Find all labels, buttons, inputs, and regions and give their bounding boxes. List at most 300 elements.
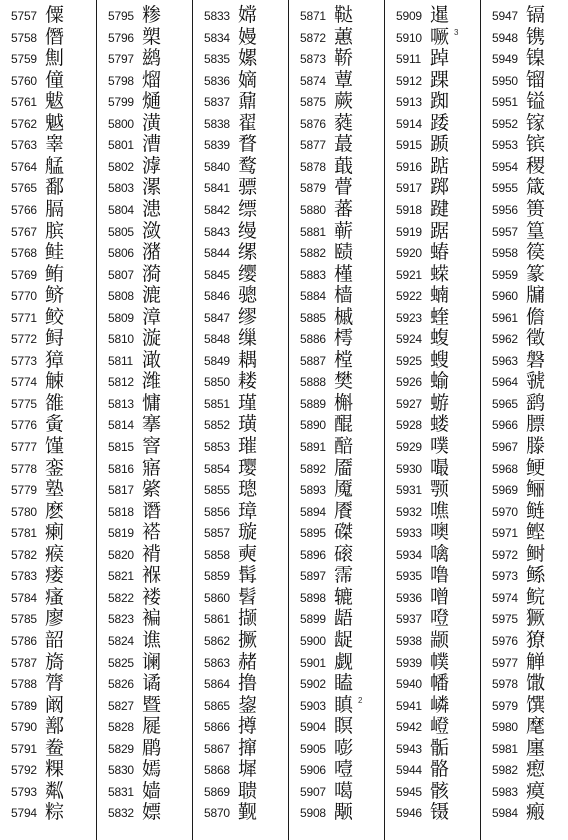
entry-number: 5802 [108, 159, 134, 174]
table-row [289, 263, 384, 286]
table-row [481, 413, 568, 436]
table-row [289, 672, 384, 695]
entry-character: 踔 [430, 47, 450, 70]
entry-number: 5791 [11, 741, 37, 756]
entry-number: 5856 [204, 504, 230, 519]
entry-character: 蝰 [430, 305, 450, 328]
entry-character: 漶 [142, 198, 162, 220]
table-row [289, 715, 384, 738]
entry-character: 鄯 [45, 715, 65, 738]
entry-number: 5801 [108, 138, 134, 153]
entry-character: 撅 [238, 629, 258, 651]
entry-character: 赭 [238, 650, 258, 673]
entry-number: 5820 [108, 547, 134, 562]
entry-number: 5781 [11, 526, 37, 541]
entry-number: 5787 [11, 655, 37, 670]
table-row [97, 4, 192, 27]
table-row [385, 651, 480, 674]
table-row [481, 112, 568, 135]
entry-character: 靥 [334, 456, 354, 479]
entry-number: 5899 [300, 612, 326, 627]
table-row [193, 198, 288, 221]
entry-number: 5868 [204, 763, 230, 778]
entry-number: 5833 [204, 9, 230, 23]
entry-number: 5759 [11, 52, 37, 67]
entry-character: 蕲 [334, 219, 354, 242]
entry-character: 瞀 [238, 133, 258, 156]
entry-number: 5850 [204, 375, 230, 390]
table-row [289, 435, 384, 458]
entry-character: 缧 [238, 241, 258, 264]
table-row [385, 737, 480, 760]
table-row [0, 607, 95, 630]
table-row [289, 198, 384, 221]
entry-number: 5890 [300, 418, 326, 433]
table-row [289, 586, 384, 609]
entry-character: 篑 [526, 198, 546, 220]
entry-number: 5891 [300, 440, 326, 454]
entry-character: 缦 [238, 219, 258, 242]
entry-number: 5892 [300, 461, 326, 476]
entry-number: 5866 [204, 720, 230, 735]
entry-number: 5849 [204, 353, 230, 368]
table-row [0, 112, 95, 135]
table-row [97, 155, 192, 178]
entry-number: 5875 [300, 95, 326, 110]
entry-number: 5970 [492, 504, 518, 519]
table-row [289, 392, 384, 415]
entry-number: 5848 [204, 332, 230, 347]
entry-character: 潢 [142, 111, 162, 134]
entry-number: 5768 [11, 246, 37, 261]
entry-number: 5852 [204, 418, 230, 433]
entry-character: 粿 [45, 758, 65, 781]
entry-number: 5843 [204, 224, 230, 239]
table-row [385, 263, 480, 286]
entry-number: 5944 [396, 763, 422, 778]
entry-character: 瞢 [334, 176, 354, 199]
entry-character: 蕃 [334, 198, 354, 220]
entry-character: 旖 [45, 650, 65, 673]
entry-character: 鲡 [526, 478, 546, 501]
entry-number: 5966 [492, 418, 518, 433]
table-row [0, 672, 95, 695]
entry-character: 醌 [334, 413, 354, 436]
table-row [385, 478, 480, 501]
table-row [97, 306, 192, 329]
table-row [97, 47, 192, 70]
table-row [385, 521, 480, 544]
entry-character: 暹 [430, 4, 450, 26]
entry-character: 麾 [526, 715, 546, 738]
table-row [385, 370, 480, 393]
entry-number: 5898 [300, 590, 326, 605]
table-row [0, 284, 95, 307]
table-column [289, 0, 384, 840]
table-row [481, 392, 568, 415]
entry-number: 5887 [300, 353, 326, 368]
entry-number: 5818 [108, 504, 134, 519]
entry-character: 磙 [334, 542, 354, 565]
entry-character: 颚 [430, 478, 450, 501]
entry-number: 5954 [492, 159, 518, 174]
entry-character: 蕨 [334, 90, 354, 113]
entry-character: 觯 [526, 650, 546, 673]
entry-character: 噌 [430, 585, 450, 608]
entry-character: 篆 [526, 262, 546, 285]
entry-number: 5889 [300, 396, 326, 411]
entry-number: 5831 [108, 784, 134, 799]
entry-character: 韶 [45, 629, 65, 651]
table-row [385, 284, 480, 307]
table-row [0, 370, 95, 393]
entry-number: 5839 [204, 138, 230, 153]
entry-number: 5878 [300, 159, 326, 174]
entry-number: 5884 [300, 289, 326, 304]
entry-number: 5910 [396, 30, 422, 45]
table-row [289, 543, 384, 566]
table-row [289, 26, 384, 49]
table-row [289, 737, 384, 760]
entry-character: 嫘 [238, 47, 258, 70]
entry-number: 5840 [204, 159, 230, 174]
table-row [289, 90, 384, 113]
table-row [193, 370, 288, 393]
entry-character: 镏 [526, 68, 546, 91]
entry-number: 5819 [108, 526, 134, 541]
entry-character: 粽 [45, 801, 65, 824]
table-row [97, 500, 192, 523]
table-row [97, 90, 192, 113]
entry-number: 5983 [492, 784, 518, 799]
table-row [289, 478, 384, 501]
entry-number: 5959 [492, 267, 518, 282]
entry-number: 5877 [300, 138, 326, 153]
table-row [193, 284, 288, 307]
entry-number: 5782 [11, 547, 37, 562]
table-row [385, 435, 480, 458]
entry-number: 5917 [396, 181, 422, 196]
entry-character: 鞑 [334, 4, 354, 26]
entry-number: 5894 [300, 504, 326, 519]
table-row [385, 26, 480, 49]
entry-character: 镊 [430, 801, 450, 824]
table-row [0, 176, 95, 199]
entry-character: 镔 [526, 133, 546, 156]
entry-character: 嫖 [142, 801, 162, 824]
table-row [481, 155, 568, 178]
entry-character: 磔 [334, 521, 354, 544]
entry-number: 5766 [11, 203, 37, 217]
entry-number: 5911 [396, 52, 422, 67]
table-row [97, 392, 192, 415]
entry-character: 璀 [238, 435, 258, 457]
entry-number: 5946 [396, 806, 422, 821]
table-row [481, 651, 568, 674]
entry-number: 5928 [396, 418, 422, 433]
entry-number: 5851 [204, 396, 230, 411]
table-row [97, 801, 192, 824]
entry-character: 鹞 [526, 391, 546, 414]
entry-character: 鲣 [526, 521, 546, 544]
entry-character: 艋 [45, 154, 65, 177]
table-row [0, 263, 95, 286]
entry-number: 5814 [108, 418, 134, 433]
entry-character: 嶝 [430, 715, 450, 738]
entry-number: 5883 [300, 267, 326, 282]
entry-number: 5938 [396, 634, 422, 648]
entry-number: 5793 [11, 784, 37, 799]
table-row [385, 220, 480, 243]
table-row [97, 629, 192, 652]
entry-character: 漪 [142, 262, 162, 285]
table-row [193, 133, 288, 156]
table-row [385, 241, 480, 264]
entry-character: 僳 [45, 4, 65, 26]
entry-character: 雒 [45, 391, 65, 414]
entry-number: 5953 [492, 138, 518, 153]
entry-character: 麽 [45, 499, 65, 522]
table-row [193, 306, 288, 329]
table-row [385, 112, 480, 135]
table-row [193, 694, 288, 717]
entry-character: 瘙 [45, 585, 65, 608]
table-row [481, 564, 568, 587]
table-column [481, 0, 568, 840]
entry-number: 5914 [396, 116, 422, 131]
entry-character: 滕 [526, 435, 546, 457]
table-row [289, 607, 384, 630]
entry-number: 5948 [492, 30, 518, 45]
entry-character: 漕 [142, 133, 162, 156]
table-row [0, 543, 95, 566]
entry-character: 嫚 [238, 25, 258, 48]
table-row [97, 543, 192, 566]
entry-character: 暨 [142, 693, 162, 716]
table-row [0, 435, 95, 458]
entry-character: 鲢 [526, 499, 546, 522]
entry-number: 5864 [204, 677, 230, 692]
entry-number: 5903 [300, 698, 326, 713]
entry-number: 5927 [396, 396, 422, 411]
table-row [193, 155, 288, 178]
entry-number: 5780 [11, 504, 37, 519]
entry-character: 醅 [334, 435, 354, 457]
table-row [385, 694, 480, 717]
entry-character: 蝾 [430, 262, 450, 285]
entry-character: 蝮 [430, 327, 450, 350]
entry-character: 膑 [45, 219, 65, 242]
entry-number: 5797 [108, 52, 134, 67]
entry-number: 5855 [204, 483, 230, 498]
entry-character: 鲚 [45, 284, 65, 307]
table-row [481, 457, 568, 480]
table-row [0, 306, 95, 329]
entry-number: 5978 [492, 677, 518, 692]
entry-character: 褓 [142, 564, 162, 587]
entry-character: 璎 [238, 456, 258, 479]
entry-character: 耦 [238, 348, 258, 371]
entry-character: 幡 [430, 672, 450, 695]
entry-character: 鲞 [45, 736, 65, 759]
entry-number: 5971 [492, 526, 518, 541]
entry-number: 5936 [396, 590, 422, 605]
entry-character: 鹛 [142, 736, 162, 759]
entry-character: 翟 [238, 111, 258, 134]
entry-number: 5962 [492, 332, 518, 347]
table-row [0, 90, 95, 113]
entry-number: 5942 [396, 720, 422, 735]
table-row [289, 564, 384, 587]
table-row [0, 801, 95, 824]
entry-character: 魆 [45, 111, 65, 134]
entry-character: 馑 [45, 435, 65, 457]
entry-number: 5845 [204, 267, 230, 282]
entry-number: 5821 [108, 569, 134, 584]
table-row [481, 521, 568, 544]
entry-number: 5837 [204, 95, 230, 110]
table-row [289, 112, 384, 135]
entry-number: 5930 [396, 461, 422, 476]
entry-number: 5778 [11, 461, 37, 476]
entry-number: 5811 [108, 353, 134, 368]
entry-number: 5943 [396, 741, 422, 756]
table-row [289, 69, 384, 92]
entry-character: 耧 [238, 370, 258, 393]
table-row [97, 694, 192, 717]
entry-number: 5913 [396, 95, 422, 110]
table-row [289, 155, 384, 178]
table-row [97, 435, 192, 458]
entry-character: 龉 [334, 607, 354, 630]
entry-character: 僭 [45, 25, 65, 48]
table-row [97, 69, 192, 92]
entry-character: 潍 [142, 370, 162, 393]
entry-number: 5775 [11, 396, 37, 411]
table-row [481, 284, 568, 307]
entry-character: 潴 [142, 241, 162, 264]
table-row [289, 327, 384, 350]
entry-number: 5876 [300, 116, 326, 131]
entry-number: 5915 [396, 138, 422, 153]
table-row [193, 435, 288, 458]
table-row [97, 263, 192, 286]
entry-number: 5871 [300, 9, 326, 23]
table-row [481, 69, 568, 92]
entry-number: 5832 [108, 806, 134, 821]
table-row [0, 327, 95, 350]
entry-number: 5800 [108, 116, 134, 131]
table-row [97, 413, 192, 436]
entry-character: 觐 [238, 801, 258, 824]
table-row [481, 758, 568, 781]
entry-number: 5863 [204, 655, 230, 670]
entry-number: 5764 [11, 159, 37, 174]
entry-character: 塾 [45, 478, 65, 501]
entry-number: 5865 [204, 698, 230, 713]
table-row [289, 457, 384, 480]
entry-number: 5952 [492, 116, 518, 131]
table-row [97, 349, 192, 372]
entry-number: 5960 [492, 289, 518, 304]
entry-character: 蝓 [430, 370, 450, 393]
entry-number: 5769 [11, 267, 37, 282]
entry-character: 馓 [526, 672, 546, 695]
entry-number: 5790 [11, 720, 37, 735]
entry-character: 鲥 [526, 542, 546, 565]
entry-character: 屣 [142, 715, 162, 738]
table-row [385, 672, 480, 695]
entry-number: 5888 [300, 375, 326, 390]
table-row [481, 263, 568, 286]
entry-number: 5803 [108, 181, 134, 196]
table-row [0, 500, 95, 523]
entry-character: 槲 [334, 391, 354, 414]
entry-number: 5810 [108, 332, 134, 347]
entry-number: 5844 [204, 246, 230, 261]
entry-character: 寤 [142, 456, 162, 479]
table-row [193, 586, 288, 609]
entry-number: 5835 [204, 52, 230, 67]
entry-number: 5847 [204, 310, 230, 325]
table-row [481, 694, 568, 717]
entry-character: 糁 [142, 4, 162, 26]
table-row [193, 90, 288, 113]
table-row [481, 715, 568, 738]
entry-character: 綮 [142, 478, 162, 501]
entry-number: 5857 [204, 526, 230, 541]
entry-character: 瘢 [526, 801, 546, 824]
entry-character: 鞒 [334, 47, 354, 70]
entry-number: 5923 [396, 310, 422, 325]
entry-character: 瞌 [334, 672, 354, 695]
entry-number: 5858 [204, 547, 230, 562]
entry-character: 赜 [334, 241, 354, 264]
entry-number: 5804 [108, 203, 134, 217]
entry-character: 褊 [142, 607, 162, 630]
entry-character: 槭 [334, 305, 354, 328]
table-row [385, 155, 480, 178]
entry-character: 鹜 [238, 154, 258, 177]
entry-character: 漉 [142, 284, 162, 307]
entry-character: 搴 [142, 413, 162, 436]
entry-character: 樊 [334, 370, 354, 393]
footnote-marker: 2 [358, 695, 363, 705]
entry-character: 馔 [526, 693, 546, 716]
entry-number: 5783 [11, 569, 37, 584]
table-row [193, 457, 288, 480]
table-row [0, 758, 95, 781]
entry-character: 儋 [526, 305, 546, 328]
table-row [289, 4, 384, 27]
entry-number: 5816 [108, 461, 134, 476]
table-column [97, 0, 192, 840]
entry-character: 銮 [45, 456, 65, 479]
entry-character: 觑 [334, 650, 354, 673]
entry-number: 5934 [396, 547, 422, 562]
entry-number: 5973 [492, 569, 518, 584]
table-row [97, 586, 192, 609]
entry-number: 5957 [492, 224, 518, 239]
entry-character: 蝽 [430, 241, 450, 264]
entry-number: 5825 [108, 655, 134, 670]
table-row [289, 284, 384, 307]
table-row [289, 349, 384, 372]
entry-number: 5896 [300, 547, 326, 562]
entry-character: 牖 [526, 284, 546, 307]
table-row [481, 306, 568, 329]
entry-number: 5955 [492, 181, 518, 196]
